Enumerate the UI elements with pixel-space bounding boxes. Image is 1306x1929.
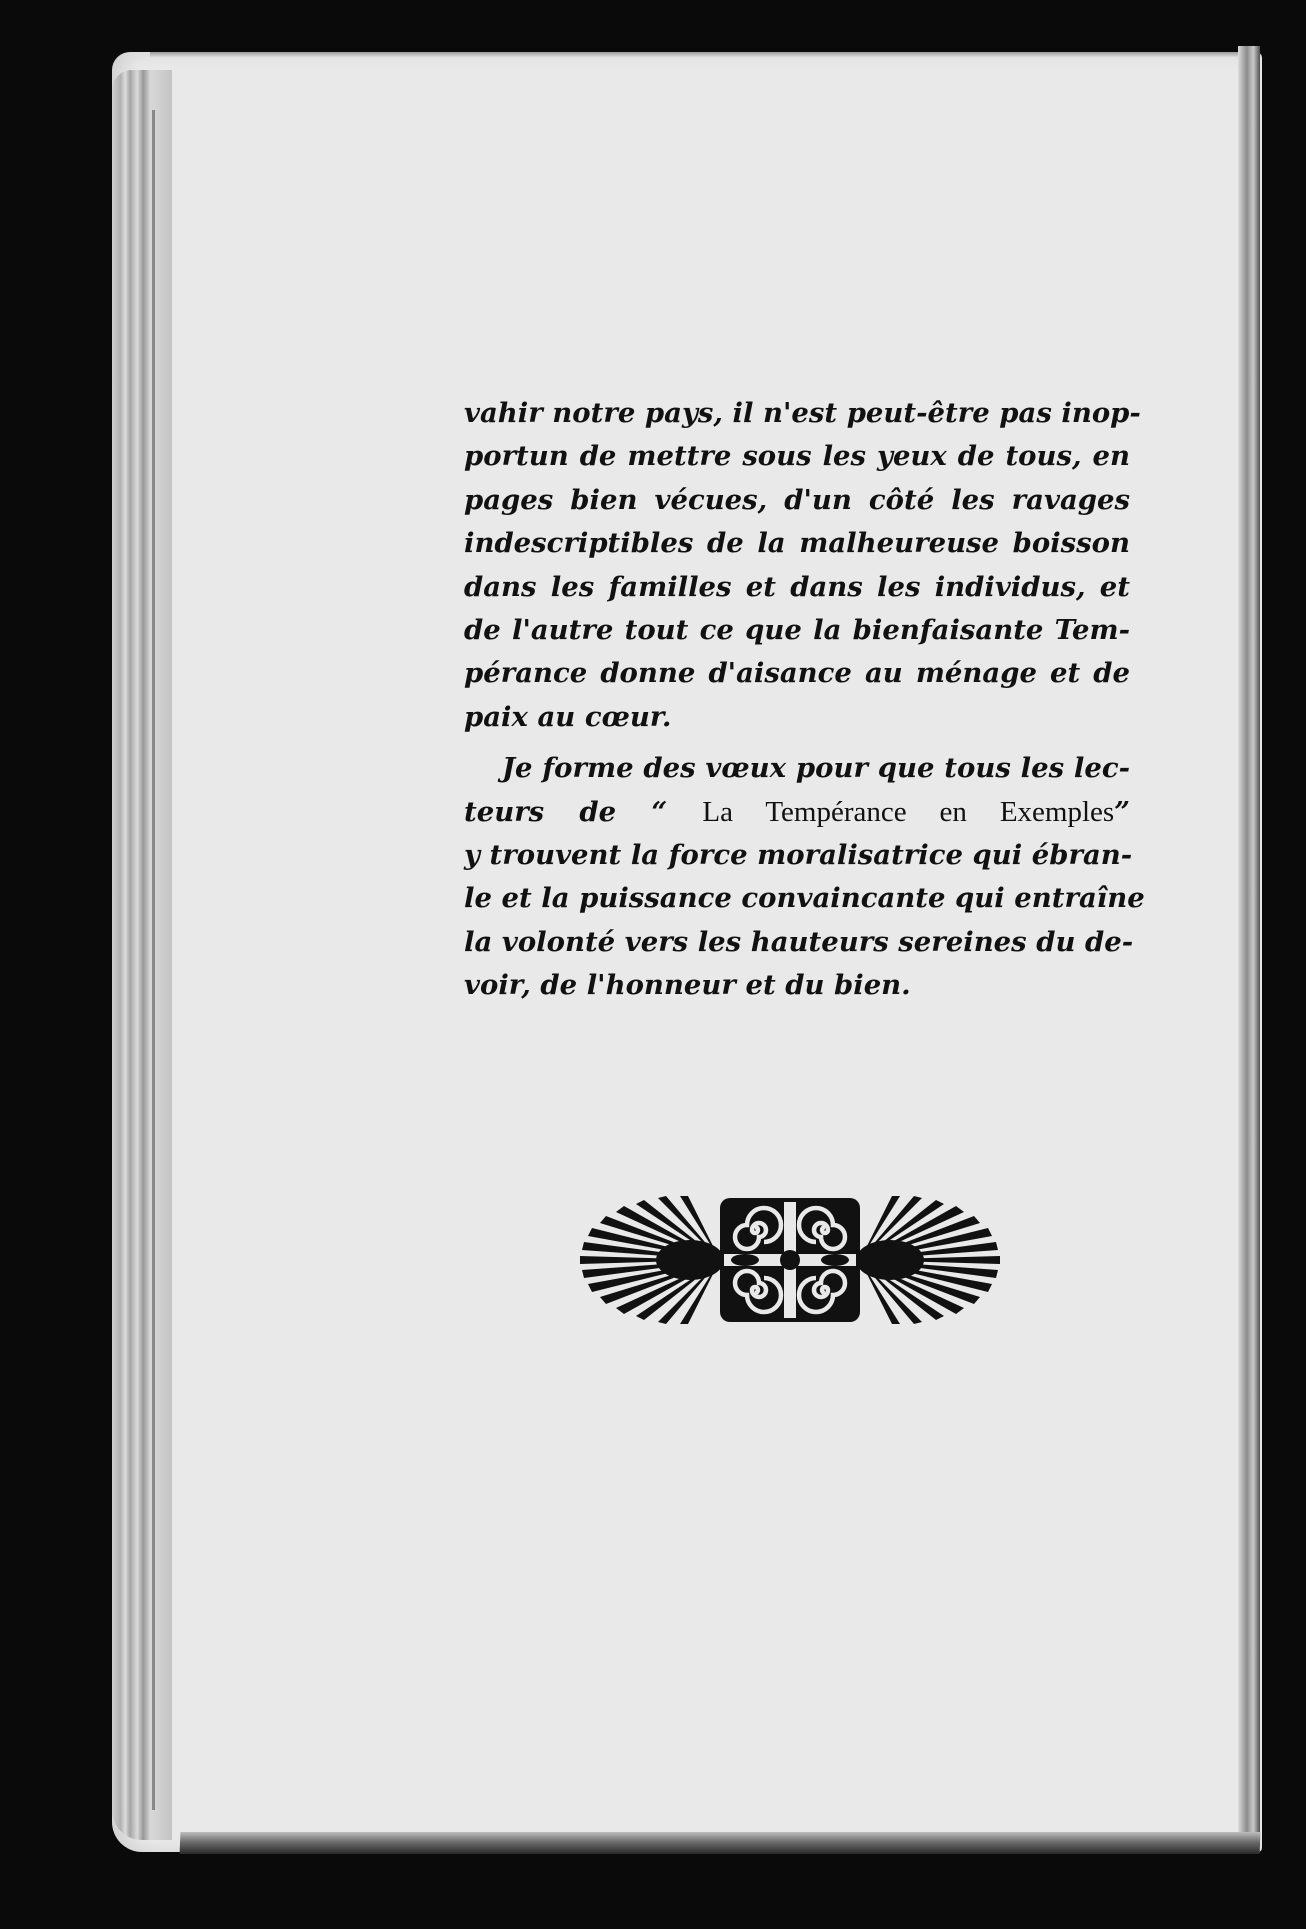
scan-background-right (1262, 0, 1306, 1929)
text-line: dans les familles et dans les individus, et (464, 570, 1130, 603)
text-line: vahir notre pays, il n'est peut-être pas inop- (464, 397, 1141, 429)
text-line: paix au cœur. (464, 700, 672, 733)
text-line: y trouvent la force moralisatrice qui ébran- (464, 839, 1133, 872)
text-line: Je forme des vœux pour que tous les lec- (502, 752, 1130, 785)
binding-gutter (112, 70, 172, 1840)
text-line: le et la puissance convaincante qui entraîne (464, 882, 1145, 915)
text-fragment: ” (1114, 795, 1130, 828)
text-line: de l'autre tout ce que la bienfaisante Tem- (464, 614, 1130, 647)
text-fragment: teurs de “ (464, 795, 668, 828)
text-line: portun de mettre sous les yeux de tous, en (464, 440, 1130, 473)
text-line: voir, de l'honneur et du bien. (464, 969, 911, 1002)
page-right-edge (1238, 46, 1260, 1846)
text-line-with-title (464, 791, 1130, 834)
page-top-edge (150, 52, 1260, 58)
book-title: La Tempérance en Exemples (702, 795, 1115, 828)
palmette-spiral-ornament-icon (570, 1190, 1010, 1330)
page-bottom-edge (180, 1832, 1261, 1854)
text-line: indescriptibles de la malheureuse boisson (464, 527, 1130, 560)
binding-fold-line (152, 110, 155, 1810)
text-line: pérance donne d'aisance au ménage et de (464, 657, 1130, 690)
paragraph-spacer (464, 739, 1130, 747)
text-line: la volonté vers les hauteurs sereines du de- (464, 925, 1134, 958)
text-line: pages bien vécues, d'un côté les ravages (464, 483, 1130, 516)
body-text (464, 392, 1145, 1008)
